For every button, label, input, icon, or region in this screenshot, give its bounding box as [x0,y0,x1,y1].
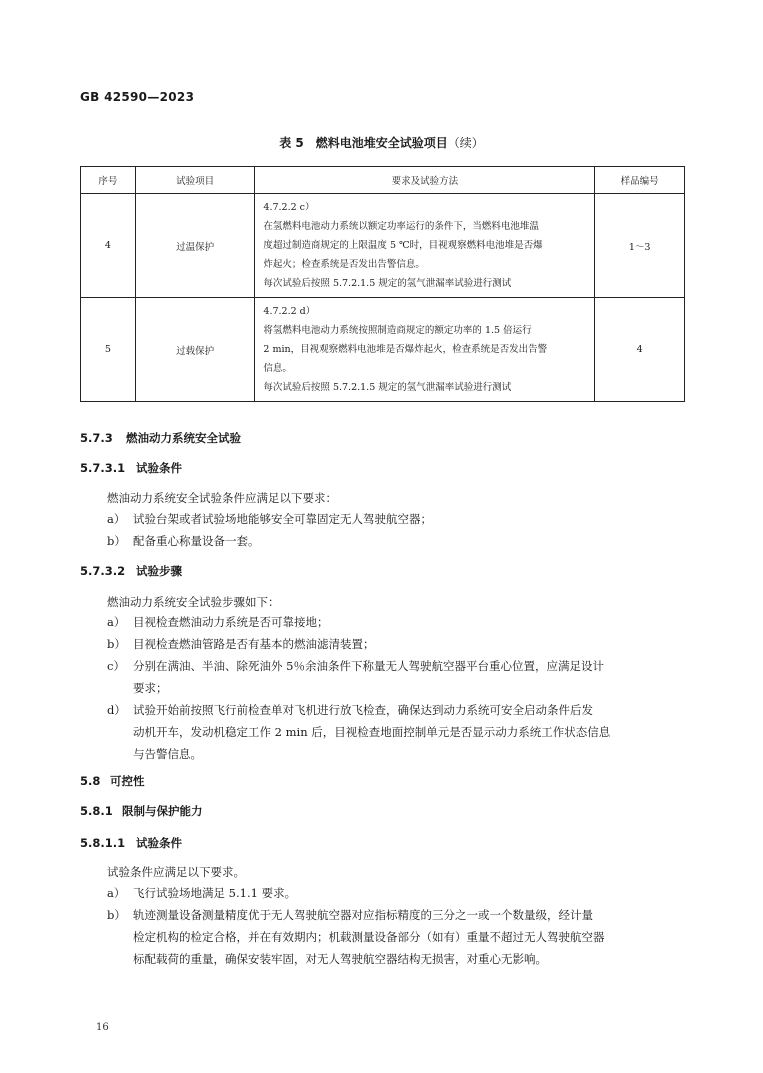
list-item [107,904,687,972]
req-line: 2 min，目视观察燃料电池堆是否爆炸起火，检查系统是否发出告警 [263,344,548,355]
req-line: 4.7.2.2 d） [263,306,316,317]
standard-id: GB 42590—2023 [80,90,195,104]
list-text: 标配载荷的重量，确保安装牢固，对无人驾驶航空器结构无损害，对重心无影响。 [133,952,547,966]
req-line: 每次试验后按照 5.7.2.1.5 规定的氢气泄漏率试验进行测试 [263,278,512,289]
list-text: 轨迹测量设备测量精度优于无人驾驶航空器对应指标精度的三分之一或一个数量级，经计量 [133,908,593,922]
heading-5-8 [80,773,145,789]
header-item: 试验项目 [135,167,255,194]
req-line: 信息。 [263,363,292,374]
table-row [81,194,685,298]
heading-number: 5.7.3.1 [80,461,126,475]
list-text: 目视检查燃油动力系统是否可靠接地； [133,615,329,629]
paragraph: 燃油动力系统安全试验条件应满足以下要求： [107,491,337,505]
table-row [81,298,685,402]
paragraph: 燃油动力系统安全试验步骤如下： [107,595,280,609]
list-text: 飞行试验场地满足 5.1.1 要求。 [133,886,297,900]
heading-number: 5.8.1.1 [80,836,126,850]
req-line: 在氢燃料电池动力系统以额定功率运行的条件下，当燃料电池堆温 [263,221,539,232]
heading-title: 可控性 [110,774,145,788]
list-item [107,508,687,530]
heading-number: 5.8.1 [80,804,113,818]
list-label: b） [107,908,126,922]
req-line: 炸起火；检查系统是否发出告警信息。 [263,259,425,270]
heading-5-7-3-2 [80,563,182,579]
heading-number: 5.7.3 [80,431,113,445]
heading-5-7-3-1 [80,460,182,476]
list-label: a） [107,886,126,900]
req-line: 将氢燃料电池动力系统按照制造商规定的额定功率的 1.5 倍运行 [263,325,532,336]
heading-title: 试验条件 [136,461,182,475]
list-label: a） [107,512,126,526]
row-sample: 4 [595,298,685,402]
list-label: a） [107,615,126,629]
list-text: 与告警信息。 [133,747,202,761]
list-label: b） [107,534,126,548]
req-line: 度超过制造商规定的上限温度 5 ℃时，目视观察燃料电池堆是否爆 [263,240,543,251]
list-text: 试验开始前按照飞行前检查单对飞机进行放飞检查，确保达到动力系统可安全启动条件后发 [133,703,593,717]
req-line: 每次试验后按照 5.7.2.1.5 规定的氢气泄漏率试验进行测试 [263,382,512,393]
list-text: 试验台架或者试验场地能够安全可靠固定无人驾驶航空器； [133,512,432,526]
list-item [107,882,687,904]
heading-title: 限制与保护能力 [122,804,203,818]
heading-title: 燃油动力系统安全试验 [126,431,241,445]
row-requirements [255,194,595,298]
row-requirements [255,298,595,402]
list-text: 配备重心称量设备一套。 [133,534,260,548]
header-sample: 样品编号 [595,167,685,194]
list-label: b） [107,637,126,651]
paragraph: 试验条件应满足以下要求。 [107,865,245,879]
page-number: 16 [96,1022,109,1033]
row-item: 过载保护 [135,298,255,402]
list-item [107,633,687,655]
table-caption-title: 表 5 燃料电池堆安全试验项目 [279,136,448,150]
table-header-row [81,167,685,194]
list-item [107,611,687,633]
header-no: 序号 [81,167,136,194]
heading-5-8-1 [80,803,203,819]
list-item [107,699,687,767]
test-items-table [80,166,685,402]
req-line: 4.7.2.2 c） [263,202,315,213]
row-no: 4 [81,194,136,298]
list-text: 要求； [133,681,168,695]
list-text: 分别在满油、半油、除死油外 5％余油条件下称量无人驾驶航空器平台重心位置，应满足设计 [133,659,604,673]
list-label: d） [107,703,126,717]
table-caption-continued: （续） [447,136,484,150]
list-item [107,655,687,700]
heading-5-7-3 [80,430,241,446]
list-label: c） [107,659,125,673]
list-text: 检定机构的检定合格，并在有效期内；机载测量设备部分（如有）重量不超过无人驾驶航空器 [133,930,605,944]
heading-number: 5.8 [80,774,101,788]
row-sample: 1～3 [595,194,685,298]
list-text: 目视检查燃油管路是否有基本的燃油滤清装置； [133,637,375,651]
heading-number: 5.7.3.2 [80,564,126,578]
table-caption [0,134,763,151]
heading-title: 试验步骤 [136,564,182,578]
heading-title: 试验条件 [136,836,182,850]
list-text: 动机开车，发动机稳定工作 2 min 后，目视检查地面控制单元是否显示动力系统工作状态信息 [133,725,611,739]
row-item: 过温保护 [135,194,255,298]
heading-5-8-1-1 [80,835,182,851]
header-requirements: 要求及试验方法 [255,167,595,194]
list-item [107,530,687,552]
row-no: 5 [81,298,136,402]
